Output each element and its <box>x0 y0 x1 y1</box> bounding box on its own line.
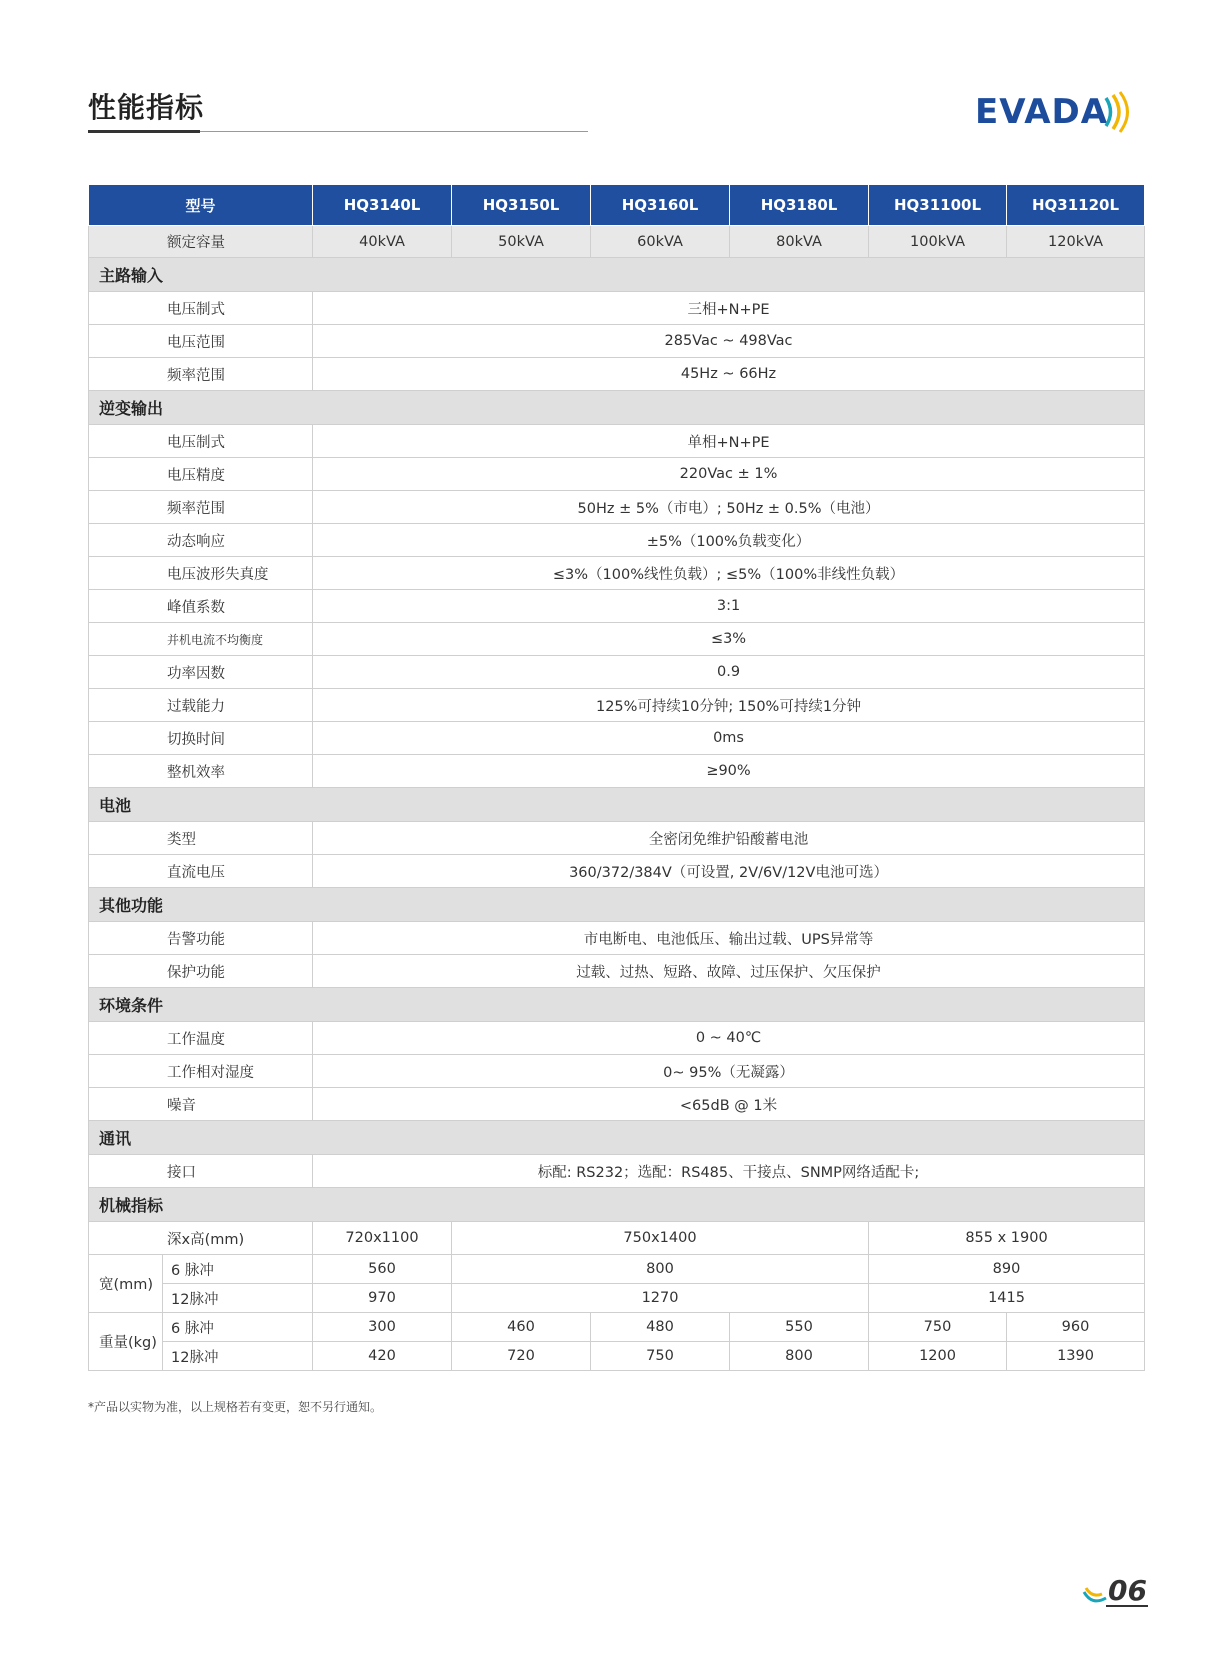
model-header: HQ31100L <box>869 185 1007 226</box>
spec-value: ≤3%（100%线性负载）; ≤5%（100%非线性负载） <box>313 557 1145 590</box>
spec-row <box>89 822 1145 855</box>
spec-label: 接口 <box>89 1155 313 1188</box>
spec-value: 50Hz ± 5%（市电）; 50Hz ± 0.5%（电池） <box>313 491 1145 524</box>
weight-label: 重量(kg) <box>89 1313 163 1371</box>
spec-row <box>89 1055 1145 1088</box>
spec-label: 电压制式 <box>89 425 313 458</box>
spec-label: 噪音 <box>89 1088 313 1121</box>
header-model-label: 型号 <box>89 185 313 226</box>
spec-value: ≤3% <box>313 623 1145 656</box>
spec-value: 360/372/384V（可设置, 2V/6V/12V电池可选） <box>313 855 1145 888</box>
spec-label: 切换时间 <box>89 722 313 755</box>
capacity-value: 80kVA <box>730 226 869 258</box>
spec-row <box>89 491 1145 524</box>
spec-row <box>89 656 1145 689</box>
section-header <box>89 391 1145 425</box>
model-header: HQ3160L <box>591 185 730 226</box>
spec-row <box>89 855 1145 888</box>
weight-value: 750 <box>591 1342 730 1371</box>
section-title: 通讯 <box>89 1121 1145 1155</box>
spec-row <box>89 590 1145 623</box>
spec-row <box>89 1022 1145 1055</box>
spec-label: 电压精度 <box>89 458 313 491</box>
spec-table <box>88 184 1145 1371</box>
spec-label: 并机电流不均衡度 <box>89 623 313 656</box>
spec-label: 告警功能 <box>89 922 313 955</box>
spec-label: 整机效率 <box>89 755 313 788</box>
spec-row <box>89 955 1145 988</box>
spec-label: 峰值系数 <box>89 590 313 623</box>
header-row <box>89 185 1145 226</box>
weight-value: 460 <box>452 1313 591 1342</box>
weight-row-6 <box>89 1313 1145 1342</box>
section-header <box>89 1121 1145 1155</box>
title-underline-accent <box>88 130 200 133</box>
evada-logo <box>975 88 1145 138</box>
spec-value: 45Hz ~ 66Hz <box>313 358 1145 391</box>
model-header: HQ3140L <box>313 185 452 226</box>
dims-value: 750x1400 <box>452 1222 869 1255</box>
capacity-row <box>89 226 1145 258</box>
spec-label: 类型 <box>89 822 313 855</box>
spec-row <box>89 358 1145 391</box>
spec-row <box>89 292 1145 325</box>
section-title: 电池 <box>89 788 1145 822</box>
section-header <box>89 258 1145 292</box>
spec-value: 285Vac ~ 498Vac <box>313 325 1145 358</box>
width-value: 1415 <box>869 1284 1145 1313</box>
weight-value: 720 <box>452 1342 591 1371</box>
weight-value: 750 <box>869 1313 1007 1342</box>
width-value: 890 <box>869 1255 1145 1284</box>
spec-label: 功率因数 <box>89 656 313 689</box>
spec-row <box>89 1088 1145 1121</box>
spec-value: 125%可持续10分钟; 150%可持续1分钟 <box>313 689 1145 722</box>
spec-value: <65dB @ 1米 <box>313 1088 1145 1121</box>
spec-value: ±5%（100%负载变化） <box>313 524 1145 557</box>
model-header: HQ31120L <box>1007 185 1145 226</box>
dims-label: 深x高(mm) <box>89 1222 313 1255</box>
page-title: 性能指标 <box>88 91 205 124</box>
spec-row <box>89 722 1145 755</box>
spec-value: 单相+N+PE <box>313 425 1145 458</box>
spec-label: 频率范围 <box>89 358 313 391</box>
section-title: 逆变输出 <box>89 391 1145 425</box>
dims-row <box>89 1222 1145 1255</box>
spec-value: 0 ~ 40℃ <box>313 1022 1145 1055</box>
spec-row <box>89 458 1145 491</box>
spec-value: 220Vac ± 1% <box>313 458 1145 491</box>
svg-text:06: 06 <box>1108 1574 1147 1607</box>
pulse-label: 6 脉冲 <box>163 1255 313 1284</box>
capacity-value: 120kVA <box>1007 226 1145 258</box>
spec-row <box>89 623 1145 656</box>
spec-label: 过载能力 <box>89 689 313 722</box>
weight-value: 300 <box>313 1313 452 1342</box>
width-value: 560 <box>313 1255 452 1284</box>
width-value: 970 <box>313 1284 452 1313</box>
capacity-value: 50kVA <box>452 226 591 258</box>
spec-label: 保护功能 <box>89 955 313 988</box>
spec-label: 电压制式 <box>89 292 313 325</box>
spec-row <box>89 325 1145 358</box>
spec-value: ≥90% <box>313 755 1145 788</box>
spec-value: 3:1 <box>313 590 1145 623</box>
model-header: HQ3150L <box>452 185 591 226</box>
spec-value: 全密闭免维护铅酸蓄电池 <box>313 822 1145 855</box>
spec-row <box>89 524 1145 557</box>
spec-label: 频率范围 <box>89 491 313 524</box>
weight-value: 420 <box>313 1342 452 1371</box>
spec-row <box>89 557 1145 590</box>
spec-value: 0.9 <box>313 656 1145 689</box>
spec-row <box>89 425 1145 458</box>
width-value: 1270 <box>452 1284 869 1313</box>
capacity-value: 40kVA <box>313 226 452 258</box>
width-label: 宽(mm) <box>89 1255 163 1313</box>
spec-label: 直流电压 <box>89 855 313 888</box>
dims-value: 720x1100 <box>313 1222 452 1255</box>
spec-label: 动态响应 <box>89 524 313 557</box>
pulse-label: 12脉冲 <box>163 1284 313 1313</box>
width-row-6 <box>89 1255 1145 1284</box>
pulse-label: 12脉冲 <box>163 1342 313 1371</box>
spec-value: 三相+N+PE <box>313 292 1145 325</box>
footnote: *产品以实物为准，以上规格若有变更，恕不另行通知。 <box>88 1400 383 1414</box>
pulse-label: 6 脉冲 <box>163 1313 313 1342</box>
spec-label: 电压波形失真度 <box>89 557 313 590</box>
spec-value: 0~ 95%（无凝露） <box>313 1055 1145 1088</box>
weight-row-12 <box>89 1342 1145 1371</box>
section-header <box>89 1188 1145 1222</box>
spec-label: 工作温度 <box>89 1022 313 1055</box>
section-title: 其他功能 <box>89 888 1145 922</box>
weight-value: 1200 <box>869 1342 1007 1371</box>
section-header <box>89 788 1145 822</box>
section-title: 主路输入 <box>89 258 1145 292</box>
spec-value: 标配: RS232；选配：RS485、干接点、SNMP网络适配卡; <box>313 1155 1145 1188</box>
weight-value: 800 <box>730 1342 869 1371</box>
spec-row <box>89 755 1145 788</box>
page-number <box>1082 1570 1152 1610</box>
section-header <box>89 888 1145 922</box>
spec-row <box>89 1155 1145 1188</box>
capacity-value: 100kVA <box>869 226 1007 258</box>
spec-value: 过载、过热、短路、故障、过压保护、欠压保护 <box>313 955 1145 988</box>
spec-row <box>89 922 1145 955</box>
dims-value: 855 x 1900 <box>869 1222 1145 1255</box>
spec-label: 工作相对湿度 <box>89 1055 313 1088</box>
capacity-value: 60kVA <box>591 226 730 258</box>
spec-value: 市电断电、电池低压、输出过载、UPS异常等 <box>313 922 1145 955</box>
model-header: HQ3180L <box>730 185 869 226</box>
width-value: 800 <box>452 1255 869 1284</box>
svg-text:EVADA: EVADA <box>975 92 1109 132</box>
section-header <box>89 988 1145 1022</box>
section-title: 环境条件 <box>89 988 1145 1022</box>
weight-value: 480 <box>591 1313 730 1342</box>
spec-row <box>89 689 1145 722</box>
spec-value: 0ms <box>313 722 1145 755</box>
spec-label: 电压范围 <box>89 325 313 358</box>
weight-value: 960 <box>1007 1313 1145 1342</box>
weight-value: 1390 <box>1007 1342 1145 1371</box>
section-title: 机械指标 <box>89 1188 1145 1222</box>
weight-value: 550 <box>730 1313 869 1342</box>
capacity-label: 额定容量 <box>89 226 313 258</box>
width-row-12 <box>89 1284 1145 1313</box>
